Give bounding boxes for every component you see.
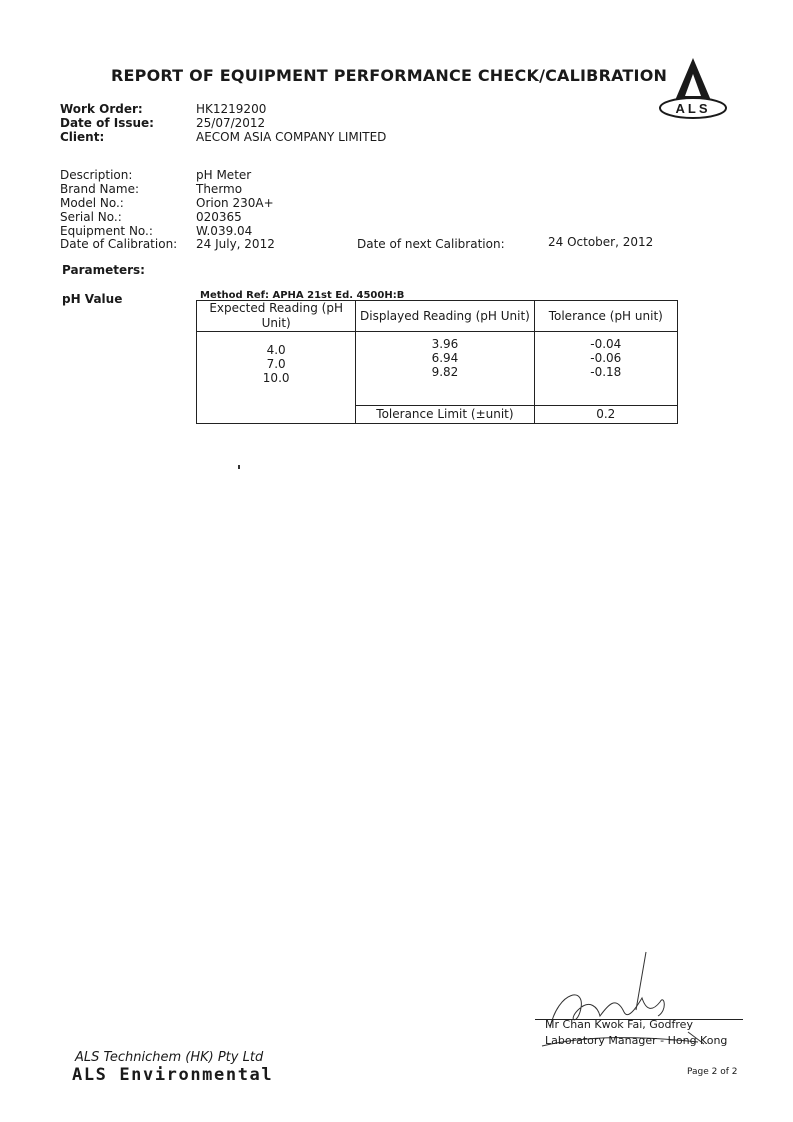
calibration-date-label: Date of Calibration: [60, 237, 178, 251]
tolerance-value: -0.04 [590, 337, 622, 351]
table-header-row [197, 301, 678, 332]
next-calibration-label: Date of next Calibration: [357, 237, 505, 251]
calibration-table [196, 300, 678, 424]
model-label: Model No.: [60, 196, 124, 210]
expected-value: 4.0 [266, 343, 286, 357]
client-value: AECOM ASIA COMPANY LIMITED [196, 130, 387, 144]
parameters-label: Parameters: [62, 263, 145, 277]
date-of-issue-value: 25/07/2012 [196, 116, 266, 130]
expected-cell [197, 332, 356, 406]
signer-title: Laboratory Manager - Hong Kong [545, 1034, 728, 1047]
displayed-value: 9.82 [431, 365, 459, 379]
brand-value: Thermo [196, 182, 243, 196]
table-values-row [197, 332, 678, 406]
header-tolerance: Tolerance (pH unit) [534, 301, 677, 332]
signer-name: Mr Chan Kwok Fai, Godfrey [545, 1018, 693, 1031]
work-order-value: HK1219200 [196, 102, 267, 116]
expected-value: 7.0 [266, 357, 286, 371]
serial-label: Serial No.: [60, 210, 122, 224]
method-reference: Method Ref: APHA 21st Ed. 4500H:B [200, 290, 405, 301]
header-displayed: Displayed Reading (pH Unit) [356, 301, 534, 332]
description-label: Description: [60, 168, 133, 182]
calibration-date-value: 24 July, 2012 [196, 237, 275, 251]
next-calibration-value: 24 October, 2012 [548, 235, 654, 249]
logo-text: ALS [675, 101, 711, 116]
date-of-issue-label: Date of Issue: [60, 116, 154, 130]
page-number: Page 2 of 2 [687, 1067, 738, 1077]
tolerance-value: -0.18 [590, 365, 622, 379]
description-value: pH Meter [196, 168, 252, 182]
model-value: Orion 230A+ [196, 196, 274, 210]
tolerance-value: -0.06 [590, 351, 622, 365]
tolerance-limit-label: Tolerance Limit (±unit) [356, 405, 534, 423]
report-title: REPORT OF EQUIPMENT PERFORMANCE CHECK/CALIBRATION [111, 66, 668, 85]
tolerance-limit-value: 0.2 [534, 405, 677, 423]
equipment-no-label: Equipment No.: [60, 224, 153, 238]
expected-value: 10.0 [262, 371, 290, 385]
limit-empty-cell [197, 405, 356, 423]
work-order-label: Work Order: [60, 102, 143, 116]
header-expected: Expected Reading (pH Unit) [197, 301, 356, 332]
brand-label: Brand Name: [60, 182, 140, 196]
client-label: Client: [60, 130, 105, 144]
tolerance-cell [534, 332, 677, 406]
serial-value: 020365 [196, 210, 242, 224]
displayed-value: 6.94 [431, 351, 459, 365]
company-name: ALS Technichem (HK) Pty Ltd [75, 1050, 264, 1065]
tolerance-limit-row [197, 405, 678, 423]
stray-mark [238, 465, 240, 469]
equipment-no-value: W.039.04 [196, 224, 253, 238]
displayed-value: 3.96 [431, 337, 459, 351]
ph-value-label: pH Value [62, 292, 123, 306]
displayed-cell [356, 332, 534, 406]
als-logo [657, 56, 729, 122]
brand-wordmark: ALS Environmental [72, 1065, 274, 1085]
